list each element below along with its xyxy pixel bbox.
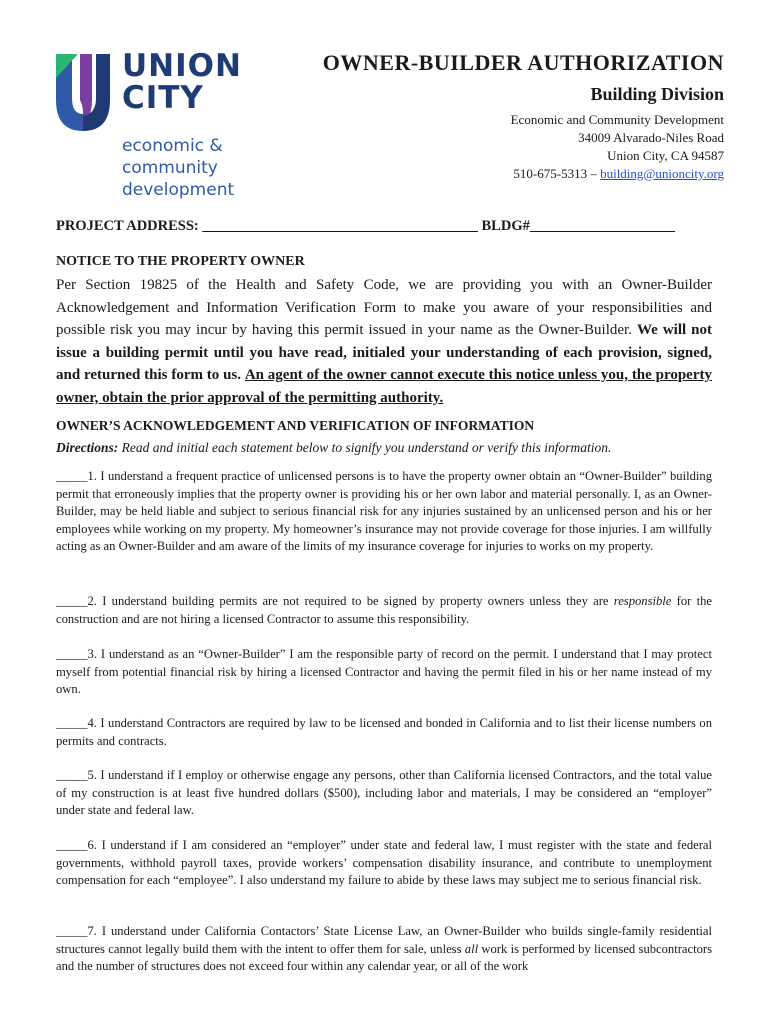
statement-2 bbox=[56, 593, 712, 628]
union-city-logo bbox=[52, 47, 242, 202]
acknowledgement-heading: OWNER’S ACKNOWLEDGEMENT AND VERIFICATION OF INFORMATION bbox=[56, 418, 535, 433]
city-state-zip: Union City, CA 94587 bbox=[607, 148, 724, 163]
directions-label: Directions: bbox=[56, 440, 119, 455]
logo-sub-line: community bbox=[122, 158, 218, 178]
bldg-field[interactable]: ____________________ bbox=[529, 218, 675, 234]
statement-emphasis: all bbox=[464, 941, 479, 956]
statement-4 bbox=[56, 715, 712, 750]
directions-text: Read and initial each statement below to signify you understand or verify this information. bbox=[121, 440, 612, 455]
contact-line bbox=[323, 165, 724, 183]
initial-field[interactable]: _____1. bbox=[56, 469, 97, 483]
statement-text: I understand if I employ or otherwise engage any persons, other than California licensed Contractors, and the total value of my construction is at least five hundred dollars ($500), including labor and materials, I may be considered an “employer” under state and federal law. bbox=[56, 768, 712, 817]
initial-field[interactable]: _____6. bbox=[56, 838, 97, 852]
initial-field[interactable]: _____4. bbox=[56, 716, 97, 730]
notice-underlined-text: An agent of the owner cannot execute this notice unless you, the property owner, obtain the prior approval of the permitting authority. bbox=[56, 367, 712, 406]
statement-text: for the construction and are not hiring a licensed Contractor to assume this responsibility. bbox=[56, 594, 712, 626]
project-address-line bbox=[56, 218, 712, 235]
logo-sub-line: development bbox=[122, 180, 235, 200]
statement-text: I understand under California Contactors’ State License Law, an Owner-Builder who builds single-family residential structures cannot legally build them with the intent to offer them for sale, unless bbox=[56, 924, 712, 956]
statement-text: I understand building permits are not required to be signed by property owners unless they are bbox=[102, 594, 609, 608]
directions bbox=[56, 440, 712, 456]
project-address-label: PROJECT ADDRESS: bbox=[56, 218, 199, 234]
notice-heading: NOTICE TO THE PROPERTY OWNER bbox=[56, 254, 305, 269]
address-block bbox=[323, 111, 724, 183]
statement-7 bbox=[56, 923, 712, 976]
phone-number: 510-675-5313 – bbox=[513, 166, 597, 181]
notice-bold-text: We will not issue a building permit until you have read, initialed your understanding of each provision, signed, and returned this form to us. bbox=[56, 322, 713, 383]
notice-text: Per Section 19825 of the Health and Safety Code, we are providing you with an Owner-Builder Acknowledgement and Information Verification Form to make you aware of your responsibilities and possible risk you may incur by having this permit issued in your name as the Owner-Builder. bbox=[56, 277, 712, 338]
notice-paragraph bbox=[56, 274, 712, 409]
union-city-emblem-icon bbox=[52, 50, 114, 135]
statement-text: I understand a frequent practice of unlicensed persons is to have the property owner obtain an “Owner-Builder” building permit that erroneously implies that the property owner is providing his or her own labor and material personally. I, as an Owner-Builder, may be held liable and subject to serious financial risk for any injuries sustained by an unlicensed person and his or her employees while working on my property. My homeowner’s insurance may not provide coverage for those injuries. I am willfully acting as an Owner-Builder and am aware of the limits of my insurance coverage for injuries to works on my property. bbox=[56, 469, 712, 553]
logo-sub-line: economic & bbox=[122, 136, 223, 156]
statement-text: I understand Contractors are required by law to be licensed and bonded in California and to list their license numbers on permits and contracts. bbox=[56, 716, 712, 748]
statement-5 bbox=[56, 767, 712, 820]
statement-emphasis: responsible bbox=[613, 594, 672, 608]
statement-1 bbox=[56, 468, 712, 556]
initial-field[interactable]: _____7. bbox=[56, 924, 97, 938]
initial-field[interactable]: _____5. bbox=[56, 768, 97, 782]
logo-word-city: CITY bbox=[122, 80, 204, 116]
statement-text: I understand as an “Owner-Builder” I am the responsible party of record on the permit. I understand that I may protect myself from potential financial risk by hiring a licensed Contractor and having the permit filed in his or her name instead of my own. bbox=[56, 647, 712, 696]
bldg-label: BLDG# bbox=[481, 218, 530, 234]
logo-subtitle bbox=[122, 135, 234, 201]
logo-word-union: UNION bbox=[122, 48, 242, 84]
page-title: OWNER-BUILDER AUTHORIZATION bbox=[322, 50, 724, 75]
email-link[interactable]: building@unioncity.org bbox=[600, 166, 724, 181]
initial-field[interactable]: _____2. bbox=[56, 594, 97, 608]
header-block bbox=[323, 50, 724, 183]
statement-6 bbox=[56, 837, 712, 890]
initial-field[interactable]: _____3. bbox=[56, 647, 97, 661]
department-name: Economic and Community Development bbox=[510, 112, 724, 127]
street-address: 34009 Alvarado-Niles Road bbox=[578, 130, 724, 145]
statement-text: I understand if I am considered an “employer” under state and federal law, I must register with the state and federal governments, withhold payroll taxes, provide workers’ compensation disability insurance, and contribute to unemployment compensation for each “employee”. I also understand my failure to abide by these laws may subject me to serious financial risk. bbox=[56, 838, 712, 887]
division-name: Building Division bbox=[590, 84, 724, 104]
project-address-field[interactable]: ______________________________________ bbox=[202, 218, 478, 234]
statement-3 bbox=[56, 646, 712, 699]
statement-text: work is performed by licensed subcontractors and the number of structures does not exceed four within any calendar year, or all of the work bbox=[56, 941, 712, 973]
